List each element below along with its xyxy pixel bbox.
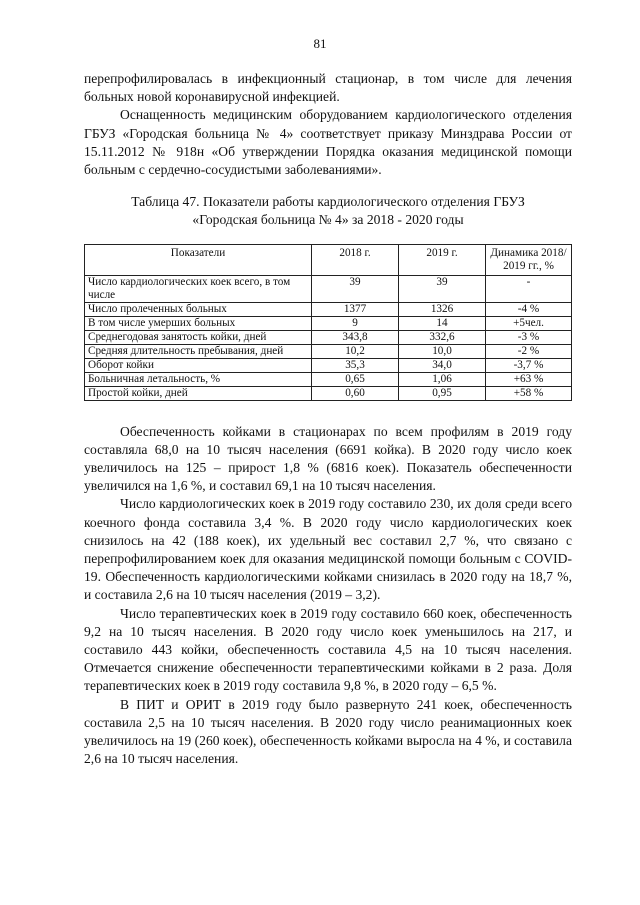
table-row — [85, 372, 572, 386]
table-cell: Простой койки, дней — [85, 386, 312, 400]
paragraph: В ПИТ и ОРИТ в 2019 году было развернуто 241 коек, обеспеченность составила 2,5 на 10 тысяч населения. В 2020 году число реанимационных коек увеличилось на 19 (260 коек), обеспеченность койками выросла на 4 %, и составила 2,6 на 10 тысяч населения. — [84, 696, 572, 767]
table-cell: -3 % — [486, 330, 572, 344]
table-cell: Число пролеченных больных — [85, 302, 312, 316]
table-row — [85, 275, 572, 302]
document-body — [84, 70, 572, 768]
paragraph: Число кардиологических коек в 2019 году составило 230, их доля среди всего коечного фонда составила 3,4 %. В 2020 году число кардиологических коек снизилось на 42 (188 коек), их удельный вес составил 2,7 %, что связано с перепрофилированием коек для оказания медицинской помощи больным с COVID-19. Обеспеченность кардиологическими койками снизилась в 2020 году на 18,7 %, и составила 2,6 на 10 тысяч населения (2019 – 3,2). — [84, 496, 572, 603]
column-header: Динамика 2018/ 2019 гг., % — [486, 244, 572, 275]
table-row — [85, 386, 572, 400]
table-header-row — [85, 244, 572, 275]
table-cell: +63 % — [486, 372, 572, 386]
table-caption-line: Таблица 47. Показатели работы кардиологического отделения ГБУЗ — [131, 194, 525, 210]
column-header: 2019 г. — [399, 244, 486, 275]
paragraph: Оснащенность медицинским оборудованием кардиологического отделения ГБУЗ «Городская больница № 4» соответствует приказу Минздрава России от 15.11.2012 № 918н «Об утверждении Порядка оказания медицинской помощи больным с сердечно-сосудистыми заболеваниями». — [84, 107, 572, 178]
table-cell: 10,2 — [312, 344, 399, 358]
table-cell: 34,0 — [399, 358, 486, 372]
table-cell: -2 % — [486, 344, 572, 358]
table-cell: Оборот койки — [85, 358, 312, 372]
paragraph: Число терапевтических коек в 2019 году составило 660 коек, обеспеченность 9,2 на 10 тысяч населения. В 2020 году число коек уменьшилось на 217, и составило 443 койки, обеспеченность составила 4,5 на 10 тысяч населения. Отмечается снижение обеспеченности терапевтическими койками в 2 раза. Доля терапевтических коек в 2019 году составила 9,8 %, в 2020 году – 6,5 %. — [84, 605, 572, 694]
table-cell: 9 — [312, 316, 399, 330]
table-cell: -3,7 % — [486, 358, 572, 372]
table-cell: 1326 — [399, 302, 486, 316]
indicators-table — [84, 244, 572, 401]
table-row — [85, 316, 572, 330]
table-row — [85, 302, 572, 316]
table-cell: 0,60 — [312, 386, 399, 400]
paragraph: перепрофилировалась в инфекционный стационар, в том числе для лечения больных новой коронавирусной инфекцией. — [84, 71, 572, 105]
table-cell: Средняя длительность пребывания, дней — [85, 344, 312, 358]
table-cell: 39 — [312, 275, 399, 302]
column-header: 2018 г. — [312, 244, 399, 275]
table-cell: 10,0 — [399, 344, 486, 358]
table-cell: Больничная летальность, % — [85, 372, 312, 386]
table-caption-line: «Городская больница № 4» за 2018 - 2020 годы — [192, 212, 464, 228]
table-row — [85, 344, 572, 358]
page-number: 81 — [313, 36, 327, 51]
table-cell: 1377 — [312, 302, 399, 316]
table-cell: - — [486, 275, 572, 302]
table-cell: -4 % — [486, 302, 572, 316]
paragraph: Обеспеченность койками в стационарах по всем профилям в 2019 году составляла 68,0 на 10 тысяч населения (6691 койка). В 2020 году число коек увеличилось на 125 – прирост 1,8 % (6816 коек). Показатель обеспеченности увеличился на 1,6 %, и составил 69,1 на 10 тысяч населения. — [84, 423, 572, 494]
table-cell: 0,65 — [312, 372, 399, 386]
table-row — [85, 358, 572, 372]
table-cell: 35,3 — [312, 358, 399, 372]
table-cell: 343,8 — [312, 330, 399, 344]
column-header: Показатели — [85, 244, 312, 275]
table-cell: Среднегодовая занятость койки, дней — [85, 330, 312, 344]
table-row — [85, 330, 572, 344]
table-cell: +58 % — [486, 386, 572, 400]
table-caption — [84, 193, 572, 229]
table-cell: Число кардиологических коек всего, в том числе — [85, 275, 312, 302]
table-cell: +5чел. — [486, 316, 572, 330]
table-cell: 39 — [399, 275, 486, 302]
body-text — [84, 423, 572, 769]
table-cell: 1,06 — [399, 372, 486, 386]
table-cell: 332,6 — [399, 330, 486, 344]
table-cell: 0,95 — [399, 386, 486, 400]
table-cell: 14 — [399, 316, 486, 330]
table-cell: В том числе умерших больных — [85, 316, 312, 330]
